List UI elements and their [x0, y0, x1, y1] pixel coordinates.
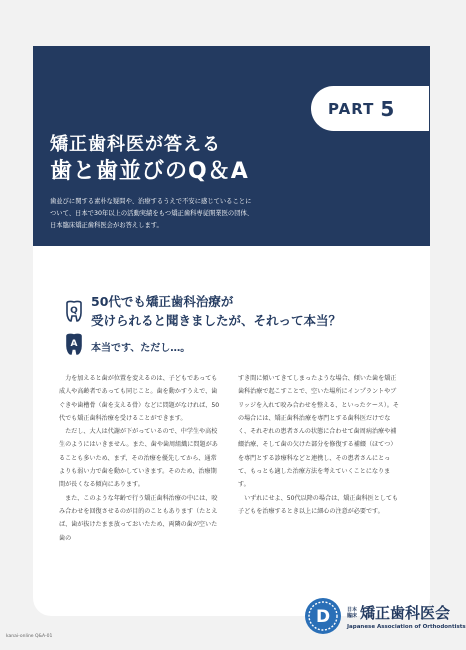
intro-line: 歯並びに関する素朴な疑問や、治療するうえで不安に感じていることに [50, 198, 252, 205]
footer-code: kanai-online Q&A-01 [6, 634, 53, 639]
logo-main-text: 矯正歯科医会 [360, 604, 451, 622]
title-line-1: 矯正歯科医が答える [50, 134, 221, 155]
question-line: 50代でも矯正歯科治療が [91, 294, 234, 309]
body-paragraph: いずれにせよ、50代以降の場合は、矯正歯科医としても子どもを治療するとき以上に細心の注意が必要です。 [238, 494, 399, 515]
answer-tooth-icon [63, 333, 85, 355]
body-paragraph: すき間に傾いてきてしまったような場合、傾いた歯を矯正歯科治療で起こすことで、空いた場所にインプラントやブリッジを入れて咬み合わせを整える、といったケース）。その場合には、矯正歯科治療を専門とする歯科医だけでなく、それぞれの患者さんの状態に合わせて歯周病治療や補綴治療、そして歯の欠けた部分を修復する補綴（ほてつ）を専門とする診療科などと連携し、その患者さんにとって、もっとも適した治療方法を考えていくことになります。 [238, 375, 399, 489]
part-label: PART [328, 99, 375, 118]
intro-line: ついて、日本で30年以上の活動実績をもつ矯正歯科専従開業医の団体、 [50, 210, 254, 217]
question-line: 受けられると聞きましたが、それって本当？ [91, 313, 342, 328]
body-paragraph: 力を加えると歯が位置を変えるのは、子どもであっても成人や高齢者であっても同じこと。歯を動かすうえで、歯ぐきや歯槽骨（歯を支える骨）などに問題がなければ、50代でも矯正歯科治療を受けることができます。 [59, 375, 220, 422]
header-panel [33, 46, 430, 246]
question-text [91, 292, 411, 330]
body-column-right [238, 372, 400, 518]
question-tooth-icon [63, 300, 85, 322]
body-column-left [59, 372, 221, 545]
intro-text [50, 196, 420, 232]
association-logo [303, 596, 466, 636]
logo-small-line: 臨床 [347, 612, 358, 619]
intro-line: 日本臨床矯正歯科医会がお答えします。 [50, 222, 163, 229]
part-badge [311, 86, 429, 131]
logo-english-text: Japanese Association of Orthodontists [347, 624, 466, 630]
a-icon-letter: A [70, 339, 78, 349]
logo-small-line: 日本 [347, 606, 358, 613]
body-paragraph: ただし、大人は代謝が下がっているので、中学生や高校生のようにはいきません。また、歯や歯周組織に問題があることも多いため、まず、その治療を優先してから、通常よりも弱い力で歯を動かしていきます。そのため、治療期間が長くなる傾向にあります。 [59, 428, 218, 489]
logo-small-text [347, 607, 357, 619]
article-card [33, 46, 466, 630]
logo-text [347, 602, 466, 630]
answer-text: 本当です、ただし…。 [91, 343, 191, 354]
title-line-2: 歯と歯並びのQ＆A [50, 159, 249, 184]
association-emblem-icon [303, 596, 343, 636]
emblem-letter: D [315, 607, 331, 627]
part-number: 5 [380, 96, 395, 121]
body-paragraph: また、このような年齢で行う矯正歯科治療の中には、咬み合わせを回復させるのが目的のこともあります（たとえば、歯が抜けたまま放っておいたため、両隣の歯が空いた歯の [59, 494, 218, 542]
q-icon-letter: Q [70, 306, 78, 316]
